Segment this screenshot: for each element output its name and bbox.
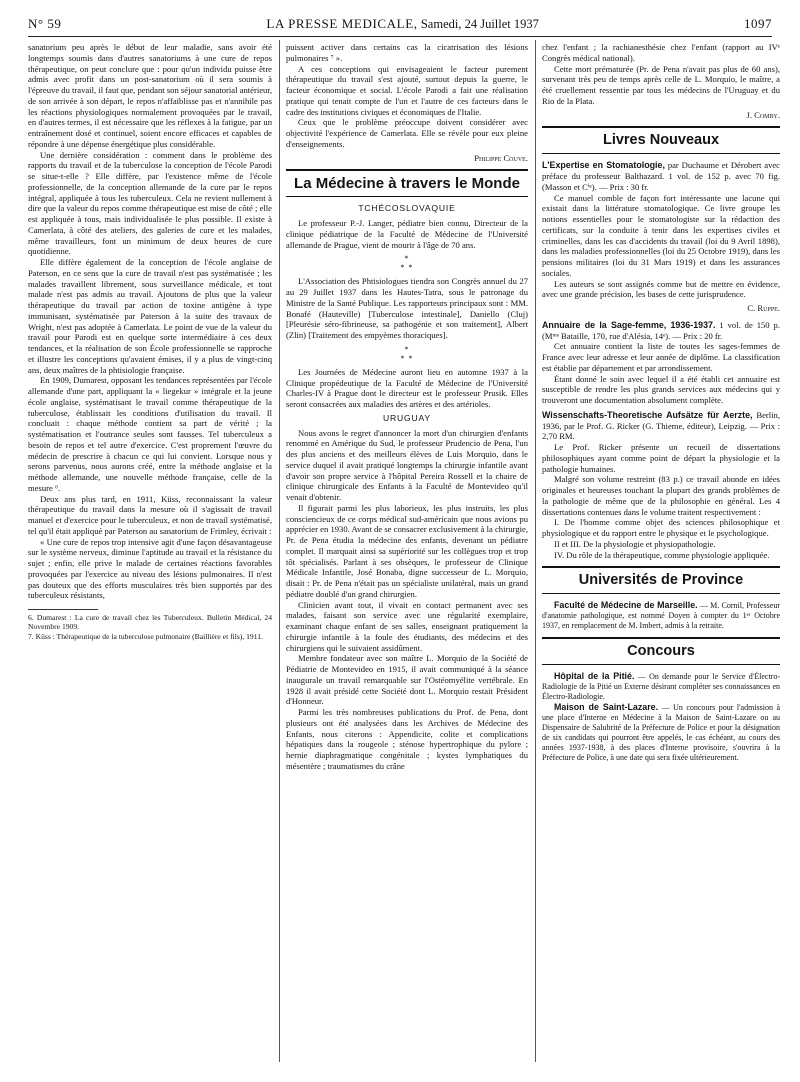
paragraph: sanatorium peu après le début de leur maladie, sans avoir été longtemps soumis dans d'autres sanatoriums à une cure de repos thérapeutique, on peut conclure que : pour qu'un individu puisse être admis avec profit dans un post-sanatorium où il sera soumis à l'épreuve du travail, il faut que, pendant son séjour sanatorial antérieur, de son arrivée à son départ, le repos n'affaiblisse pas et n'annihile pas les réactions physiologiques normalement provoquées par le travail, en d'autres termes, il est nécessaire que les réflexes à la fatigue, par un entraînement dosé et continuel, soient encore efficaces et capables de répondre à une dépense énergétique plus considérable. bbox=[28, 42, 272, 149]
footnote-rule bbox=[28, 609, 98, 610]
paragraph: En 1909, Dumarest, opposant les tendances représentées par l'école allemande d'une part, appliquant la « liegekur » intégrale et la jeune école anglaise, systématisant le travail comme thérapeutique de la tuberculose, établissait les conditions d'utilisation du travail. Il concluait : chaque méthode contient sa part de vérité ; la systématisation et l'outrance seules sont fausses. Tel tuberculeux a besoin de repos et tel autre d'exercice. C'est proprement l'œuvre du médecin de prescrire à chacun ce qui lui convient. Lorsque nous y serons parvenus, nous aurons créé, entre la méthode anglaise et la méthode allemande, une nouvelle méthode française, celle de la mesure ⁶. bbox=[28, 375, 272, 493]
paragraph: Cet annuaire contient la liste de toutes les sages-femmes de France avec leur adresse et leur année de diplôme. La classification est établie par département et par arrondissement. bbox=[542, 341, 780, 373]
concours-text: — On demande pour le Service d'Électro-Radiologie de la Pitié un Externe désirant compléter ses connaissances en Électro-Radiologie. bbox=[542, 672, 780, 702]
paragraph: chez l'enfant ; la rachianesthésie chez l'enfant (rapport au IVᵉ Congrès médical national). bbox=[542, 42, 780, 63]
book-details: Berlin, 1936, par le Prof. G. Ricker (G. Thieme, éditeur), Leipzig. — Prix : 2,70 RM. bbox=[542, 409, 780, 442]
paragraph: Malgré son volume restreint (83 p.) ce travail abonde en idées originales et heureuses touchant la plupart des grands problèmes de la pathologie de même que de la philosophie en général. Les 4 dissertations contenues dans le volume traitent respectivement : bbox=[542, 474, 780, 517]
paragraph: Cette mort prématurée (Pr. de Pena n'avait pas plus de 60 ans), survenant très peu de temps après celle de L. Morquio, le maître, a été cruellement ressentie par tous les médecins de l'Uruguay et du Rio de la Plata. bbox=[542, 63, 780, 106]
paragraph: Nous avons le regret d'annoncer la mort d'un chirurgien d'enfants renommé en Amérique du Sud, le professeur Prudencio de Pena, l'un des plus anciens et des meilleurs élèves de Luis Morquio, dans le service duquel il avait pratiqué longtemps la chirurgie infantile avant d'avoir son propre service à l'hôpital Pereira Rossell et la chaire de clinique chirurgicale des Enfants à la Faculté de Montevideo qu'il venait d'obtenir. bbox=[286, 427, 528, 502]
signature: C. Ruppe. bbox=[747, 303, 780, 313]
faculty-title: Faculté de Médecine de Marseille. bbox=[554, 600, 698, 611]
paragraph: Le professeur P.-J. Langer, pédiatre bien connu, Directeur de la clinique pédiatrique de la Faculté de Médecine de l'Université allemande de Prague, vient de mourir à l'âge de 70 ans. bbox=[286, 218, 528, 250]
concours-text: — Un concours pour l'admission à une place d'Interne en Médecine à la Maison de Saint-Lazare ou au Dispensaire de Salubrité de la Préfecture de Police et pour la désignation de six candidats qui pourront être appelés, le cas échéant, au cours des années 1937-1938, à des places d'Interne provisoire, s'ouvrira à la Préfecture de Police, à une date qui sera fixée ultérieurement. bbox=[542, 703, 780, 763]
book-entry bbox=[542, 410, 780, 561]
book-title: L'Expertise en Stomatologie, bbox=[542, 160, 665, 171]
section-heading-medecine-monde: La Médecine à travers le Monde bbox=[286, 169, 528, 197]
section-heading-concours: Concours bbox=[542, 637, 780, 665]
running-header bbox=[28, 16, 772, 36]
journal-title: LA PRESSE MEDICALE, bbox=[266, 16, 418, 31]
concours-notice bbox=[542, 671, 780, 702]
section-heading-livres-nouveaux: Livres Nouveaux bbox=[542, 126, 780, 154]
column-3 bbox=[542, 42, 780, 1068]
paragraph: Le Prof. Ricker présente un recueil de dissertations philosophiques ayant comme point de départ la physiologie et la pathologie humaines. bbox=[542, 442, 780, 474]
header-rule bbox=[28, 36, 772, 37]
column-divider-1 bbox=[279, 40, 280, 1062]
paragraph: Elle diffère également de la conception de l'école anglaise de Paterson, en ce sens que la cure de travail n'est pas systématisée ; les malades travaillent librement, sous surveillance médicale, et tout malade n'est pas admis au travail. Ajoutons de plus que la valeur thérapeutique du travail par action de toxine antigène à type immunisant, systématisée par Paterson à la suite des travaux de Wright, n'est pas adoptée à Camerlata. Le point de vue de la valeur du travail pour Parodi est en quelque sorte intermédiaire à ces deux tendances, et la réalisation de son École professionnelle se rapproche et illustre les conceptions qu'avaient émises, il y a plus de vingt-cinq ans, deux maîtres de la phtisiologie française. bbox=[28, 257, 272, 375]
paragraph: Une dernière considération : comment dans le problème des rapports du travail et de la tuberculose la conception de l'école Parodi se situe-t-elle ? Elle diffère, par l'existence même de l'école professionnelle, de la conception allemande de la cure par le repos intégral, appliquée à tous les tuberculeux. Cela ne revient nullement à dire que la valeur du repos comme thérapeutique est mise de côté ; elle est appliquée à tous, mais individualisée le plus possible. Il existe à Camerlata, à côté des ateliers, des galeries de cure et les malades, même travailleurs, font un minimum de deux heures de cure quotidienne. bbox=[28, 149, 272, 257]
country-heading: URUGUAY bbox=[383, 412, 431, 423]
paragraph: Ce manuel comble de façon fort intéressante une lacune qui existait dans la littérature stomatologique. Ce livre groupe les notions essentielles pour le stomatologiste sur la rédaction des certificats, sur la conduite à tenir dans les expertises civiles et criminelles, dans les cas d'accidents du travail (loi du 9 Avril 1898), dans les maladies professionnelles (loi du 25 Octobre 1919), dans les pensions militaires (loi du 31 Mars 1919) et dans les assurances sociales. bbox=[542, 192, 780, 278]
separator-stars: * * * bbox=[400, 344, 414, 363]
separator-stars: * * * bbox=[400, 254, 414, 273]
list-item: IV. Du rôle de la thérapeutique, comme physiologie appliquée. bbox=[554, 549, 770, 560]
column-1 bbox=[28, 42, 272, 1068]
issue-number: N° 59 bbox=[28, 16, 62, 31]
book-details: par Duchaume et Dérobert avec préface du professeur Balthazard. 1 vol. de 152 p. avec 70 fig. (Masson et Cⁱᵉ). — Prix : 30 fr. bbox=[542, 160, 780, 192]
paragraph: Les auteurs se sont assignés comme but de mettre en évidence, avec une grande précision, les bases de cette jurisprudence. bbox=[542, 278, 780, 300]
footnote-7: 7. Küss : Thérapeutique de la tuberculose pulmonaire (Baillière et fils), 1911. bbox=[28, 631, 263, 641]
signature: Philippe Couve. bbox=[474, 152, 528, 163]
paragraph: Parmi les très nombreuses publications du Prof. de Pena, dont plusieurs ont été analysées dans les Archives de Médecine des Enfants, nous citerons : Appendicite, colite et complications hépatiques dans la rougeole ; sténose hypertrophique du pylore ; hernie diaphragmatique congénitale ; kystes lymphatiques du mésentère ; traumatismes du crâne bbox=[286, 707, 528, 771]
book-details: 1 vol. de 150 p. (Mᵐᵉ Bataille, 170, rue d'Alésia, 14ᵉ). — Prix : 20 fr. bbox=[542, 319, 780, 341]
list-item: I. De l'homme comme objet des sciences philosophique et physiologique et du rapport entre le physique et le psychologique. bbox=[542, 517, 780, 538]
column-divider-2 bbox=[535, 40, 536, 1062]
paragraph: Membre fondateur avec son maître L. Morquio de la Société de Pédiatrie de Montevideo en 1915, il avait communiqué à la séance inaugurale un travail remarquable sur l'Ostéomyélite vertébrale. En 1928 il avait présidé cette Société dont L. Morquio restait Président d'Honneur. bbox=[286, 653, 528, 707]
paragraph: Clinicien avant tout, il vivait en contact permanent avec ses malades, faisant son service avec une régularité exemplaire, examinant chaque enfant de ses salles, enseignant pratiquement la chirurgie infantile à la foule des étudiants, des médecins et des chirurgiens qui le suivaient assidûment. bbox=[286, 599, 528, 653]
paragraph: L'Association des Phtisiologues tiendra son Congrès annuel du 27 au 29 Juillet 1937 dans les Hautes-Tatra, sous le patronage du Ministre de la Santé Publique. Les rapporteurs principaux sont : MM. Bonafé (Hauteville) [Tuberculose intestinale], Daniello (Cluj) [Pleurésie séro-fibrineuse, sa pathogénie et son traitement], Albert (Zlin) [Traitement des empyèmes thoraciques]. bbox=[286, 276, 528, 340]
paragraph: « Une cure de repos trop intensive agit d'une façon désavantageuse sur le système nerveux, diminue l'aptitude au travail et la résistance du sujet ; enfin, elle prive le malade de certaines réactions favorables provoquées par l'exercice au niveau des lésions pulmonaires. Il n'est pas douteux que des efforts musculaires très bien supportés par des tuberculeux résistants, bbox=[28, 536, 272, 601]
issue-date: Samedi, 24 Juillet 1937 bbox=[420, 17, 539, 31]
concours-title: Maison de Saint-Lazare. bbox=[554, 702, 659, 713]
header-title-group bbox=[266, 16, 538, 32]
book-entry bbox=[542, 320, 780, 406]
paragraph: Ceux que le problème préoccupe doivent considérer avec objectivité l'expérience de Camerlata. Elle se révèle pour eux pleine d'enseignements. bbox=[286, 117, 528, 149]
paragraph: Il figurait parmi les plus laborieux, les plus instruits, les plus consciencieux de ce corps médical sud-américain que nous avions pu apprécier en 1930. Avant de se consacrer exclusivement à la chirurgie, Pr. de Pena étudia la médecine des enfants, devenant un pédiatre complet. Il marquait ainsi sa supériorité sur les collègues trop et trop tôt spécialisés. Parlant à ses obsèques, le professeur de Clinique Médicale Infantile, José Bonaba, digne successeur de L. Morquio, disait : Pr. de Pena n'était pas un spécialiste unilatéral, mais un grand pédiatre doublé d'un grand chirurgien. bbox=[286, 502, 528, 599]
footnotes bbox=[28, 613, 272, 641]
concours-notice bbox=[542, 702, 780, 763]
book-reference bbox=[542, 160, 780, 192]
section-heading-universites: Universités de Province bbox=[542, 566, 780, 594]
column-2 bbox=[286, 42, 528, 1068]
faculty-notice bbox=[542, 600, 780, 631]
paragraph: Les Journées de Médecine auront lieu en automne 1937 à la Clinique propédeutique de la Faculté de Médecine de l'Université Charles-IV à Prague dont le directeur est le professeur Prusik. Elles seront consacrées aux maladies des artères et des artérioles. bbox=[286, 366, 528, 409]
paragraph: Deux ans plus tard, en 1911, Küss, reconnaissant la valeur thérapeutique du travail dans la mesure où il s'agissait de travail manuel et d'exercice pour le tuberculeux, et non de travail systématisé, tel qu'il était appliqué par Paterson au sanatorium de Frimley, écrivait : bbox=[28, 493, 272, 536]
paragraph: Étant donné le soin avec lequel il a été établi cet annuaire est susceptible de rendre les plus grands services aux médecins qui y trouveront une documentation absolument complète. bbox=[542, 373, 780, 405]
paragraph: puissent activer dans certains cas la cicatrisation des lésions pulmonaires ⁷ ». bbox=[286, 42, 528, 63]
footnote-6: 6. Dumarest : La cure de travail chez les Tuberculeux. Bulletin Médical, 24 Novembre 1909. bbox=[28, 613, 272, 632]
list-item: II et III. De la physiologie et physiopathologie. bbox=[554, 538, 716, 549]
book-reference bbox=[542, 410, 780, 442]
book-title: Annuaire de la Sage-femme, 1936-1937. bbox=[542, 319, 716, 330]
book-title: Wissenschafts-Theoretische Aufsätze für Aerzte, bbox=[542, 409, 753, 420]
faculty-text: — M. Cornil, Professeur d'anatomie pathologique, est nommé Doyen à compter du 1ᵉʳ Octobre 1937, en remplacement de M. Imbert, admis à la retraite. bbox=[542, 601, 780, 631]
signature: J. Comby. bbox=[746, 109, 780, 120]
paragraph: A ces conceptions qui envisageaient le facteur purement thérapeutique du travail s'est ajouté, surtout depuis la guerre, le facteur économique et social. L'école Parodi a fait une réalisation pratique qui tenait compte de l'un et l'autre de ces facteurs dans le cadre des institutions civiques et économiques de l'Italie. bbox=[286, 63, 528, 117]
concours-title: Hôpital de la Pitié. bbox=[554, 671, 635, 682]
country-heading: TCHÉCOSLOVAQUIE bbox=[358, 203, 456, 214]
book-reference bbox=[542, 320, 780, 342]
book-entry bbox=[542, 160, 780, 314]
page-number: 1097 bbox=[743, 16, 772, 31]
